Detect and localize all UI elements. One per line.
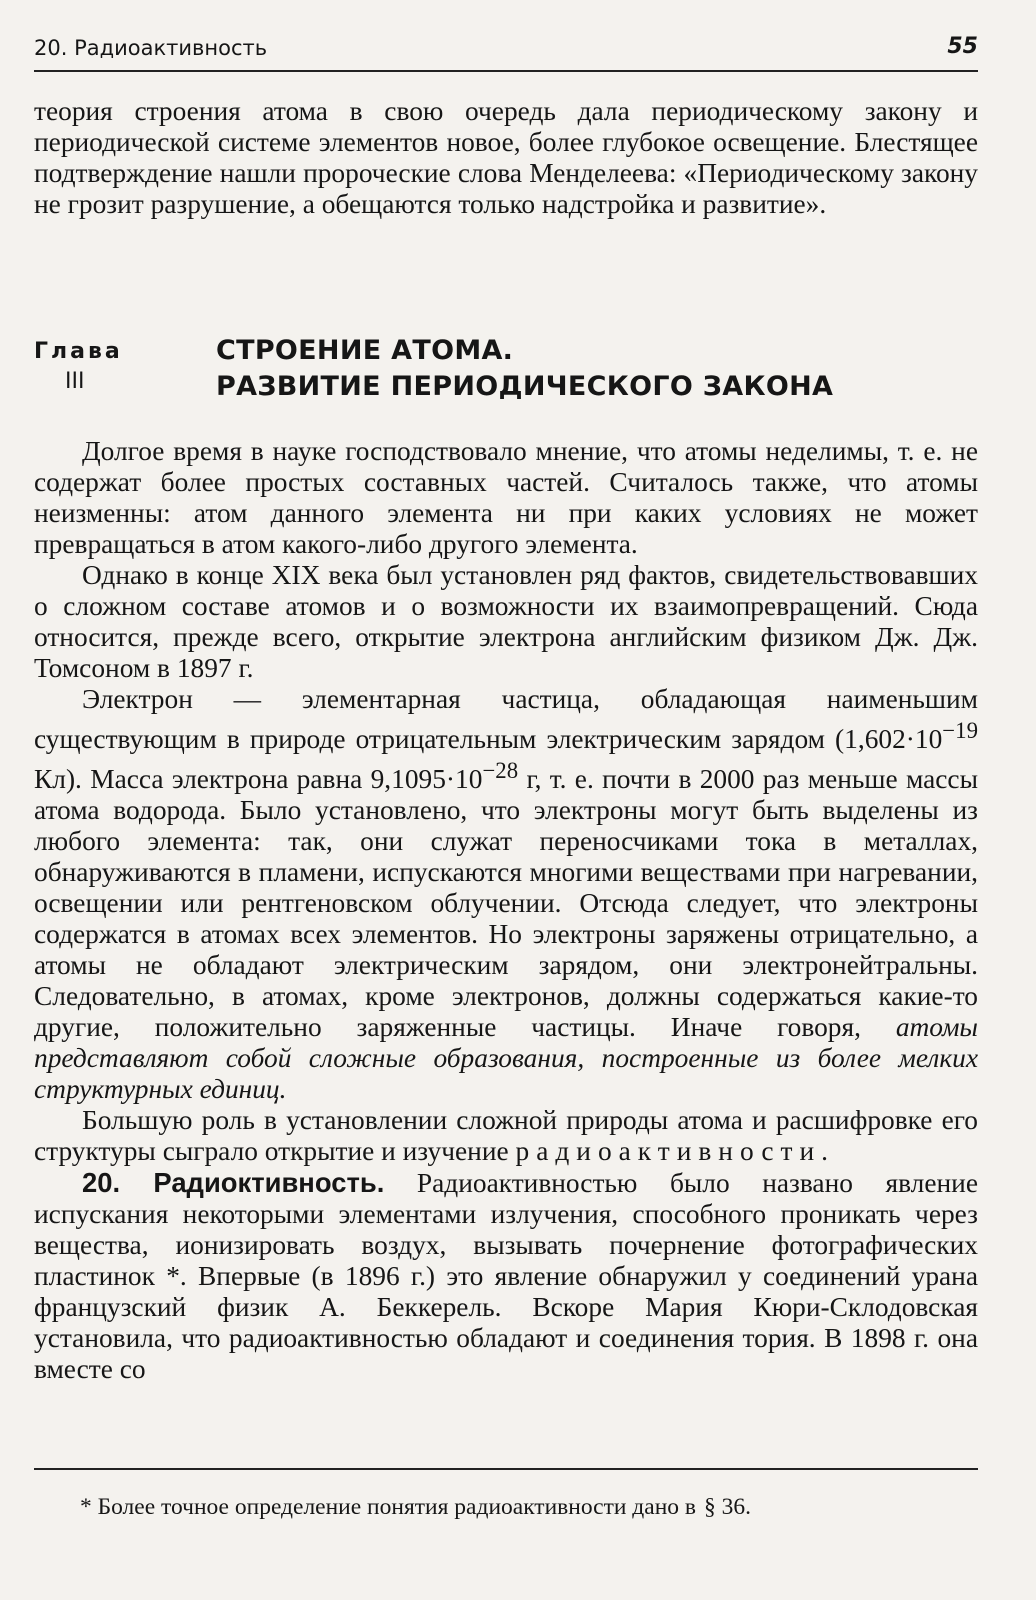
chapter-title-line-1: СТРОЕНИЕ АТОМА. [216, 335, 514, 366]
radioactivity-term: радиоактивности. [515, 1136, 835, 1167]
paragraph-2: Однако в конце XIX века был установлен ряд фактов, свидетельствовавших о сложном составе атомов и о возможности их взаимопревращений. Сюда относится, прежде всего, открытие электрона английским физиком Дж. Дж. Томсоном в 1897 г. [34, 560, 978, 683]
chapter-title [216, 333, 833, 405]
chapter-word: Глава [34, 339, 123, 364]
paragraph-3-part-c: г, т. е. почти в 2000 раз меньше массы атома водорода. Было установлено, что электроны могут быть выделены из любого элемента: так, они служат переносчиками тока в металлах, обнаруживаются в пламени, испускаются многими веществами при нагревании, освещении или рентгеновском облучении. Отсюда следует, что электроны содержатся в атомах всех элементов. Но электроны заряжены отрицательно, а атомы не обладают электрическим зарядом, они электронейтральны. Следовательно, в атомах, кроме электронов, должны содержаться какие-то другие, положительно заряженные частицы. Иначе говоря, [34, 764, 978, 1043]
chapter-number: III [65, 369, 85, 394]
running-title: 20. Радиоактивность [34, 36, 268, 60]
paragraph-3 [34, 684, 978, 1105]
exponent-mass: −28 [482, 758, 519, 784]
paragraph-1: Долгое время в науке господствовало мнение, что атомы неделимы, т. е. не содержат более простых составных частей. Считалось также, что атомы неизменны: атом данного элемента ни при каких условиях не может превращаться в атом какого-либо другого элемента. [34, 436, 978, 559]
chapter-heading [34, 333, 978, 413]
paragraph-5-text: Радиоактивностью было названо явление испускания некоторыми элементами излучения, способного проникать через вещества, ионизировать воздух, вызывать почернение фотографических пластинок *. Впервые (в 1896 г.) это явление обнаружил у соединений урана французский физик А. Беккерель. Вскоре Мария Кюри-Склодовская установила, что радиоактивностью обладают и соединения тория. В 1898 г. она вместе со [34, 1168, 978, 1385]
section-heading: 20. Радиоктивность. [82, 1167, 385, 1199]
exponent-charge: −19 [942, 718, 978, 743]
paragraph-3-part-b: Кл). Масса электрона равна 9,1095·10 [34, 764, 483, 795]
paragraph-4 [34, 1105, 978, 1167]
footnote-text: * Более точное определение понятия радиоактивности дано в [80, 1494, 696, 1520]
running-head [34, 36, 978, 72]
footnote [80, 1492, 978, 1522]
footnote-ref: § 36. [704, 1494, 751, 1520]
main-text [34, 436, 978, 1385]
paragraph-3-part-a: Электрон — элементарная частица, обладающая наименьшим существующим в природе отрицательным электрическим зарядом (1,602·10 [34, 684, 978, 755]
paragraph-3-italic: атомы представляют собой сложные образования, построенные из более мелких структурных единиц. [34, 1012, 978, 1105]
intro-paragraph: теория строения атома в свою очередь дала периодическому закону и периодической системе элементов новое, более глубокое освещение. Блестящее подтверждение нашли пророческие слова Менделеева: «Периодическому закону не грозит разрушение, а обещаются только надстройка и развитие». [34, 96, 978, 219]
footnote-rule [34, 1468, 978, 1470]
paragraph-5 [34, 1167, 978, 1385]
page-number: 55 [947, 34, 978, 59]
paragraph-4-part-a: Большую роль в установлении сложной природы атома и расшифровке его структуры сыграло открытие и изучение [34, 1105, 978, 1167]
chapter-title-line-2: РАЗВИТИЕ ПЕРИОДИЧЕСКОГО ЗАКОНА [216, 371, 834, 402]
intro-text [34, 96, 978, 220]
